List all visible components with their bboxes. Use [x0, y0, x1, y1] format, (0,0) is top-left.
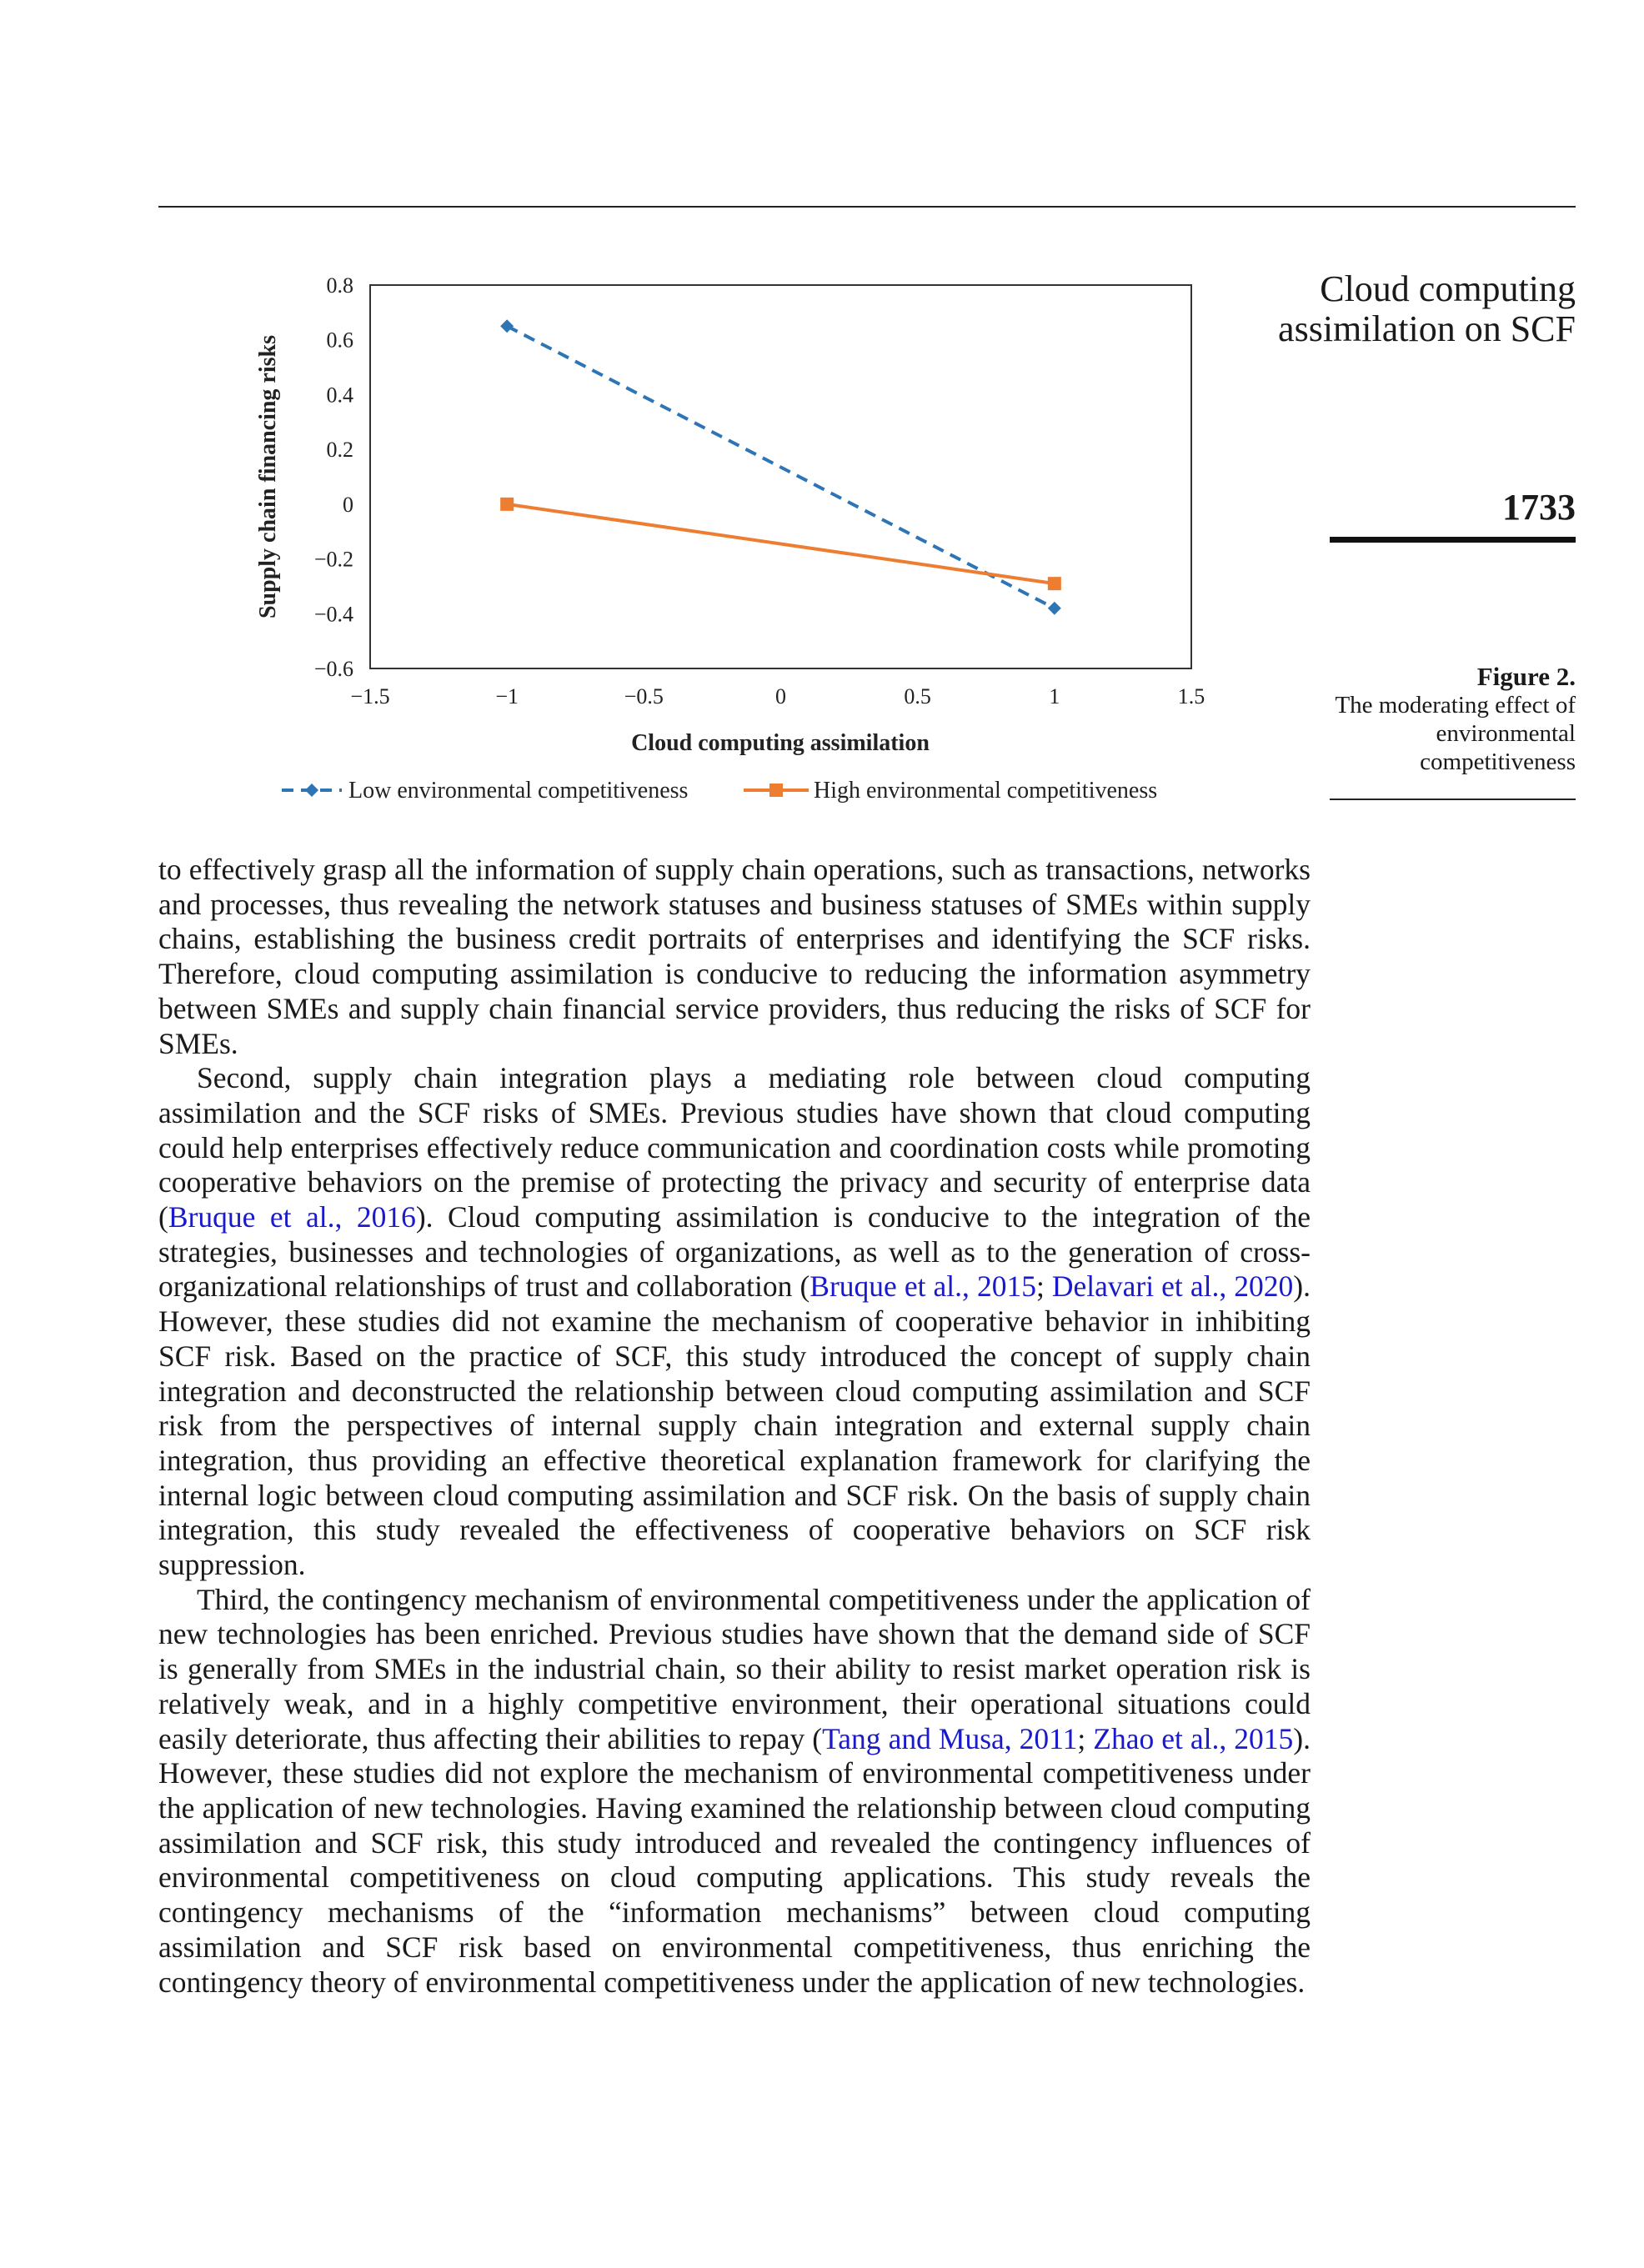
y-tick-label: −0.4 [313, 602, 353, 627]
page-number-rule [1330, 537, 1576, 543]
paragraph-2-text-b: ). Cloud computing assimilation is conducive to the integration of the strategies, businesses and technologies of organizations, as well as to the generation of cross-organizational relationships of trust and collaboration ( [158, 1200, 1311, 1304]
legend-marker-high [769, 784, 783, 797]
x-tick-label: 0.5 [904, 684, 931, 708]
chart-legend [282, 778, 1157, 804]
x-tick-label: −1.5 [350, 684, 390, 708]
series-point-2 [1048, 577, 1061, 590]
paragraph-2 [158, 1061, 1311, 1583]
series-layer [500, 319, 1061, 614]
x-tick-label: −1 [495, 684, 519, 708]
citation-zhao-2015[interactable]: Zhao et al., 2015 [1093, 1721, 1294, 1755]
y-tick-label: −0.2 [313, 547, 353, 572]
x-tick-label: 1 [1049, 684, 1060, 708]
citation-bruque-2015[interactable]: Bruque et al., 2015 [809, 1269, 1036, 1304]
x-tick-label: 1.5 [1177, 684, 1205, 708]
y-tick-labels [314, 273, 353, 681]
moderating-effect-chart [242, 267, 1225, 817]
y-axis-title: Supply chain financing risks [255, 334, 281, 619]
series-point-1 [1048, 602, 1061, 615]
legend-label-high: High environmental competitiveness [814, 778, 1158, 804]
citation-separator: ; [1077, 1721, 1094, 1755]
paragraph-1: to effectively grasp all the information of supply chain operations, such as transactions, networks and processes, thus revealing the network statuses and business statuses of SMEs within supply chains, establishing the business credit portraits of enterprises and identifying the SCF risks. Therefore, cloud computing assimilation is conducive to reducing the information asymmetry between SMEs and supply chain financial service providers, thus reducing the risks of SCF for SMEs. [158, 853, 1311, 1060]
x-tick-labels [350, 684, 1205, 708]
figure-caption-text: The moderating effect of environmental competitiveness [1335, 692, 1576, 775]
y-tick-label: 0.6 [326, 328, 353, 353]
body-text [158, 853, 1311, 2000]
x-tick-label: −0.5 [624, 684, 664, 708]
series-line-2 [507, 504, 1055, 583]
citation-tang-musa-2011[interactable]: Tang and Musa, 2011 [822, 1721, 1078, 1755]
header-rule [158, 206, 1576, 208]
running-title: Cloud computing assimilation on SCF [1278, 268, 1576, 349]
plot-area-frame [370, 285, 1191, 668]
y-tick-label: 0.2 [326, 438, 353, 463]
paragraph-2-text-a: Second, supply chain integration plays a mediating role between cloud computing assimilation and the SCF risks of SMEs. Previous studies have shown that cloud computing could help enterprises effectively reduce communication and coordination costs while promoting cooperative behaviors on the premise of protecting the privacy and security of enterprise data ( [158, 1061, 1311, 1234]
figure-label: Figure 2. [1476, 662, 1576, 691]
y-tick-label: 0 [343, 492, 353, 517]
y-tick-label: −0.6 [313, 657, 353, 681]
citation-bruque-2016[interactable]: Bruque et al., 2016 [168, 1200, 416, 1234]
legend-marker-low [305, 784, 318, 797]
series-line-1 [507, 326, 1055, 608]
x-tick-label: 0 [775, 684, 786, 708]
figure-caption [1301, 663, 1576, 776]
x-axis-title: Cloud computing assimilation [631, 730, 930, 756]
series-point-2 [500, 498, 514, 511]
series-point-1 [500, 319, 514, 333]
paragraph-3-text-a: Third, the contingency mechanism of environmental competitiveness under the application of new technologies has been enriched. Previous studies have shown that the demand side of SCF is generally from SMEs in the industrial chain, so their ability to resist market operation risk is relatively weak, and in a highly competitive environment, their operational situations could easily deteriorate, thus affecting their abilities to repay ( [158, 1582, 1311, 1755]
paragraph-3-text-b: ). However, these studies did not explore the mechanism of environmental competitiveness under the application of new technologies. Having examined the relationship between cloud computing assimilation and SCF risk, this study introduced and revealed the contingency influences of environmental competitiveness on cloud computing applications. This study reveals the contingency mechanisms of the “information mechanisms” between cloud computing assimilation and SCF risk based on environmental competitiveness, thus enriching the contingency theory of environmental competitiveness under the application of new technologies. [158, 1721, 1311, 1999]
y-tick-label: 0.4 [326, 383, 353, 408]
citation-separator: ; [1035, 1269, 1052, 1304]
legend-label-low: Low environmental competitiveness [348, 778, 689, 804]
citation-delavari-2020[interactable]: Delavari et al., 2020 [1051, 1269, 1294, 1304]
page-number: 1733 [1502, 487, 1576, 528]
y-tick-label: 0.8 [326, 273, 353, 298]
paragraph-3 [158, 1583, 1311, 2000]
paragraph-2-text-c: ). However, these studies did not examine the mechanism of cooperative behavior in inhibiting SCF risk. Based on the practice of SCF, this study introduced the concept of supply chain integration and deconstructed the relationship between cloud computing assimilation and SCF risk from the perspectives of internal supply chain integration and external supply chain integration, thus providing an effective theoretical explanation framework for clarifying the internal logic between cloud computing assimilation and SCF risk. On the basis of supply chain integration, this study revealed the effectiveness of cooperative behaviors on SCF risk suppression. [158, 1269, 1311, 1582]
caption-rule [1330, 799, 1576, 800]
